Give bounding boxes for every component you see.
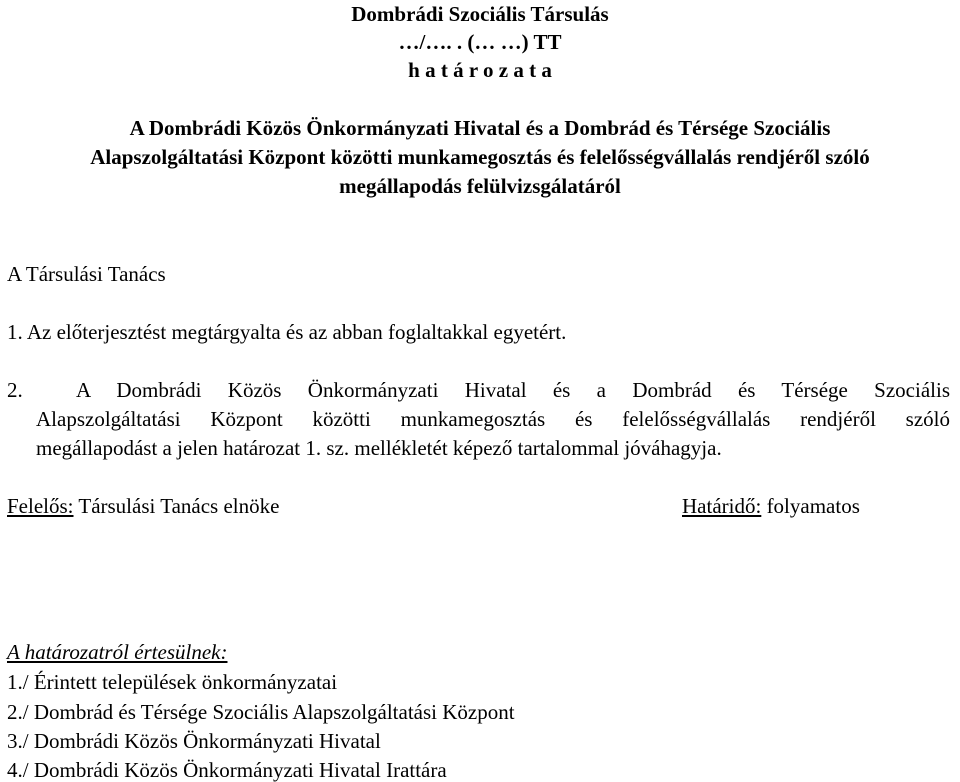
- notify-item: 1./ Érintett települések önkormányzatai: [7, 670, 338, 694]
- point-2-line-2: Alapszolgáltatási Központ közötti munkamegosztás és felelősségvállalás rendjéről szóló: [36, 407, 950, 431]
- point-2-line-3: megállapodást a jelen határozat 1. sz. mellékletét képező tartalommal jóváhagyja.: [36, 436, 722, 460]
- responsible-label: Felelős:: [7, 494, 74, 518]
- notify-heading: [7, 640, 227, 664]
- deadline-value: folyamatos: [761, 494, 860, 518]
- responsible-value: Társulási Tanács elnöke: [73, 494, 280, 518]
- deadline-label: Határidő:: [682, 494, 762, 518]
- org-name: Dombrádi Szociális Társulás: [351, 2, 609, 26]
- point-2-number: 2.: [7, 378, 23, 402]
- council-heading: A Társulási Tanács: [7, 262, 166, 286]
- resolution-kind: h a t á r o z a t a: [408, 58, 552, 82]
- point-1: 1. Az előterjesztést megtárgyalta és az abban foglaltakkal egyetért.: [7, 320, 567, 344]
- notify-item: 4./ Dombrádi Közös Önkormányzati Hivatal Irattára: [7, 758, 447, 782]
- title-line-1: A Dombrádi Közös Önkormányzati Hivatal és a Dombrád és Térsége Szociális: [129, 116, 831, 140]
- responsible: [7, 494, 279, 518]
- notify-heading-text: A határozatról értesülnek:: [7, 640, 228, 664]
- title-line-2: Alapszolgáltatási Központ közötti munkamegosztás és felelősségvállalás rendjéről szóló: [90, 145, 870, 169]
- notify-item: 3./ Dombrádi Közös Önkormányzati Hivatal: [7, 729, 381, 753]
- deadline: [682, 494, 860, 518]
- title-line-3: megállapodás felülvizsgálatáról: [339, 174, 621, 198]
- resolution-number: …/…. . (… …) TT: [398, 30, 562, 54]
- point-2-line-1: A Dombrádi Közös Önkormányzati Hivatal és a Dombrád és Térsége Szociális: [76, 378, 950, 402]
- notify-item: 2./ Dombrád és Térsége Szociális Alapszolgáltatási Központ: [7, 700, 515, 724]
